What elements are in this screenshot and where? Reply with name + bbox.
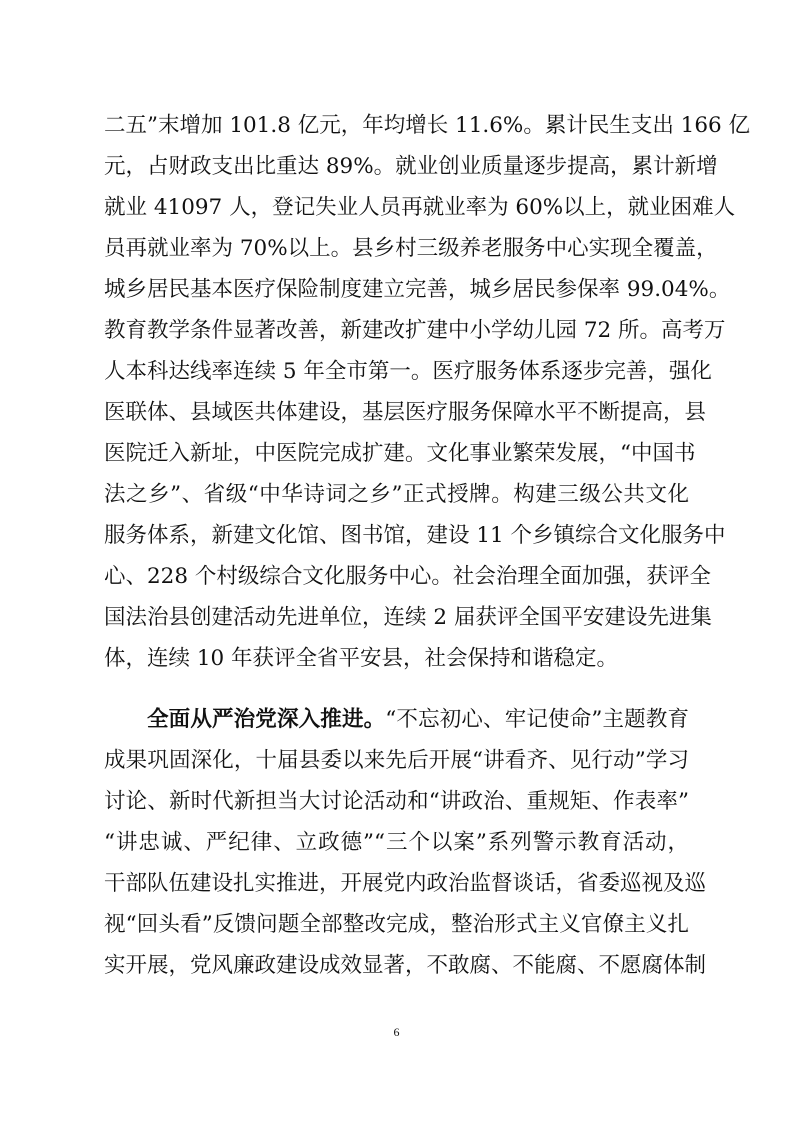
- text-line: 法之乡”、省级“中华诗词之乡”正式授牌。构建三级公共文化: [104, 482, 689, 507]
- text-line: 城乡居民基本医疗保险制度建立完善，城乡居民参保率 99.04%。: [104, 277, 731, 302]
- text-line: 就业 41097 人，登记失业人员再就业率为 60%以上，就业困难人: [104, 195, 736, 220]
- text-line: 讨论、新时代新担当大讨论活动和“讲政治、重规矩、作表率”: [104, 789, 689, 814]
- text-line: 二五”末增加 101.8 亿元，年均增长 11.6%。累计民生支出 166 亿: [104, 113, 751, 138]
- text-line: 视“回头看”反馈问题全部整改完成，整治形式主义官僚主义扎: [104, 912, 689, 937]
- text-line: 实开展，党风廉政建设成效显著，不敢腐、不能腐、不愿腐体制: [104, 953, 707, 978]
- text-line: 成果巩固深化，十届县委以来先后开展“讲看齐、见行动”学习: [104, 748, 689, 773]
- text-line: 干部队伍建设扎实推进，开展党内政治监督谈话，省委巡视及巡: [104, 871, 707, 896]
- text-line: 服务体系，新建文化馆、图书馆，建设 11 个乡镇综合文化服务中: [104, 523, 726, 548]
- text-line: 医院迁入新址，中医院完成扩建。文化事业繁荣发展，“中国书: [104, 441, 696, 466]
- text-line: 人本科达线率连续 5 年全市第一。医疗服务体系逐步完善，强化: [104, 359, 712, 384]
- text-line: 元，占财政支出比重达 89%。就业创业质量逐步提高，累计新增: [104, 154, 718, 179]
- paragraph-heading: 全面从严治党深入推进。: [147, 707, 386, 732]
- text-line: 员再就业率为 70%以上。县乡村三级养老服务中心实现全覆盖，: [104, 236, 718, 261]
- page-number: 6: [393, 1025, 400, 1039]
- text-run: “不忘初心、牢记使命”主题教育: [385, 707, 689, 732]
- text-line: 心、228 个村级综合文化服务中心。社会治理全面加强，获评全: [104, 564, 711, 589]
- text-line: 体，连续 10 年获评全省平安县，社会保持和谐稳定。: [104, 646, 619, 671]
- text-line: 教育教学条件显著改善，新建改扩建中小学幼儿园 72 所。高考万: [104, 318, 726, 343]
- text-line: 医联体、县域医共体建设，基层医疗服务保障水平不断提高，县: [104, 400, 707, 425]
- text-line: “讲忠诚、严纪律、立政德”“三个以案”系列警示教育活动，: [104, 830, 689, 855]
- text-line: 国法治县创建活动先进单位，连续 2 届获评全国平安建设先进集: [104, 605, 712, 630]
- paragraph-first-line: [147, 700, 689, 740]
